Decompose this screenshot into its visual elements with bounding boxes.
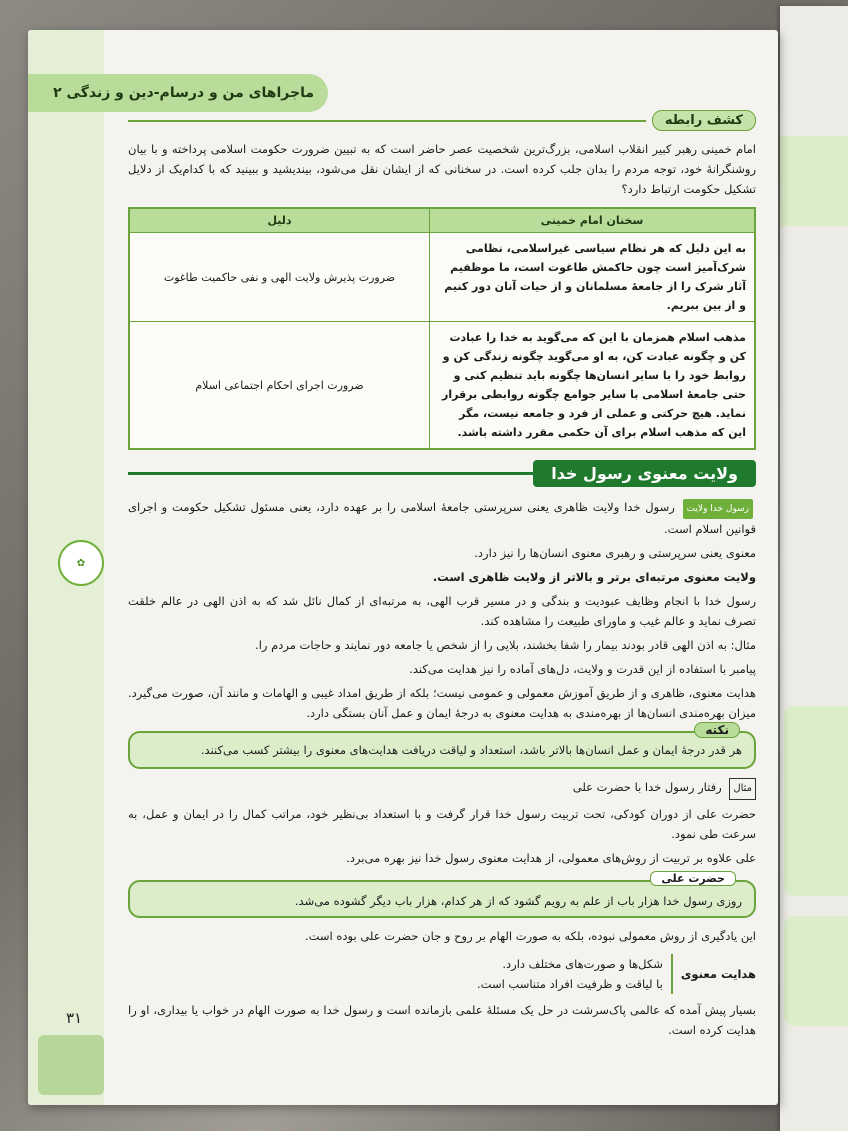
quote-text: روزی رسول خدا هزار باب از علم به رویم گشود که از هر کدام، هزار باب دیگر گشوده می‌شد. <box>294 894 742 908</box>
list-item: با لیاقت و ظرفیت افراد متناسب است. <box>477 977 663 991</box>
paragraph: پیامبر با استفاده از این قدرت و ولایت، دل‌های آماده را نیز هدایت می‌کند. <box>409 662 756 676</box>
table-row <box>129 233 755 322</box>
closing-paragraph: بسیار پیش آمده که عالمی پاک‌سرشت در حل یک مسئلهٔ علمی بازمانده است و رسول خدا به صورت الهام در خواب یا بیداری، او را هدایت کرده است. <box>128 1003 756 1037</box>
adjacent-page-box <box>780 136 848 226</box>
table-row <box>129 322 755 450</box>
paragraph <box>128 497 756 539</box>
saying-cell: به این دلیل که هر نظام سیاسی غیراسلامی، نظامی شرک‌آمیز است چون حاکمش طاغوت است، ما موظفیم آثار شرک را از جامعهٔ مسلمانان و از حیات آنان دور کنیم و از بین ببریم. <box>429 233 755 322</box>
note-box <box>128 723 756 769</box>
paragraph: ولایت معنوی مرتبه‌ای برتر و بالاتر از ولایت ظاهری است. <box>432 570 756 584</box>
reason-cell: ضرورت پذیرش ولایت الهی و نفی حاکمیت طاغوت <box>129 233 429 322</box>
quote-box <box>128 872 756 918</box>
guidance-diagram <box>128 954 756 994</box>
example-title: رفتار رسول خدا با حضرت علی <box>572 780 722 794</box>
paragraph: هدایت معنوی، ظاهری و از طریق آموزش معمولی و عمومی نیست؛ بلکه از طریق امداد غیبی و الهامات و مانند آن، صورت می‌گیرد. میزان بهره‌مندی انسان‌ها از بهره‌مندی به هدایت معنوی به درجهٔ ایمان و عمل آنان بستگی دارد. <box>128 686 756 720</box>
paragraph: این یادگیری از روش معمولی نبوده، بلکه به صورت الهام بر روح و جان حضرت علی بوده است. <box>304 929 756 943</box>
section-banner <box>128 460 756 487</box>
section-divider <box>128 120 646 122</box>
arrow-tag: رسول خدا ولایت <box>683 499 753 519</box>
column-header-reason: دلیل <box>129 208 429 233</box>
reason-cell: ضرورت اجرای احکام اجتماعی اسلام <box>129 322 429 450</box>
saying-cell: مذهب اسلام همزمان با این که می‌گوید به خدا را عبادت کن و چگونه عبادت کن، به او می‌گوید چگونه زندگی کن و روابط خود را با سایر انسان‌ها چگونه باید تنظیم کنی و حتی جامعهٔ اسلامی با سایر جوامع چگونه روابطی برقرار نماید. هیچ حرکتی و عملی از فرد و جامعه نیست، مگر این که مذهب اسلام برای آن حکمی مقرر داشته باشد. <box>429 322 755 450</box>
paragraph: معنوی یعنی سرپرستی و رهبری معنوی انسان‌ها را نیز دارد. <box>474 546 756 560</box>
column-header-saying: سخنان امام خمینی <box>429 208 755 233</box>
quote-label: حضرت علی <box>650 871 736 886</box>
example-heading <box>128 777 756 800</box>
paragraph: مثال: به اذن الهی قادر بودند بیمار را شفا بخشند، بلایی را از شخص یا جامعه دور نمایند و حاجات مردم را. <box>255 638 756 652</box>
banner-line <box>128 472 533 475</box>
paragraph: حضرت علی از دوران کودکی، تحت تربیت رسول خدا قرار گرفت و با استعداد بی‌نظیر خود، مراتب کمال را در ایمان و عمل، به سرعت طی نمود. <box>128 807 756 841</box>
page-number: ۳۱ <box>66 1009 83 1027</box>
banner-title: ولایت معنوی رسول خدا <box>533 460 756 487</box>
note-label: نکته <box>694 722 740 738</box>
paragraph-text: رسول خدا ولایت ظاهری یعنی سرپرستی جامعهٔ اسلامی را بر عهده دارد، یعنی مسئول تشکیل حکومت و اجرای قوانین اسلام است. <box>128 500 756 536</box>
list-item: شکل‌ها و صورت‌های مختلف دارد. <box>502 957 663 971</box>
comparison-table <box>128 207 756 450</box>
paragraph: علی علاوه بر تربیت از روش‌های معمولی، از هدایت معنوی رسول خدا نیز بهره می‌برد. <box>346 851 756 865</box>
note-text: هر قدر درجهٔ ایمان و عمل انسان‌ها بالاتر باشد، استعداد و لیاقت دریافت هدایت‌های معنوی را بیشتر کسب می‌کنند. <box>200 743 742 757</box>
book-title: ماجراهای من و درسام-دین و زندگی ۲ <box>53 85 314 101</box>
example-tag: مثال <box>729 778 756 800</box>
section-label: کشف رابطه <box>652 110 756 131</box>
page-content <box>128 110 756 1044</box>
book-logo-icon: ✿ <box>58 540 104 586</box>
margin-corner-block <box>38 1035 104 1095</box>
adjacent-page-box <box>784 916 848 1026</box>
adjacent-page-box <box>784 706 848 896</box>
intro-paragraph: امام خمینی رهبر کبیر انقلاب اسلامی، بزرگ‌ترین شخصیت عصر حاضر است که به تبیین ضرورت حکومت اسلامی پرداخته و با بیان روشنگرانهٔ خود، توجه مردم را بدان جلب کرده است. در سخنانی که از ایشان نقل می‌شود، بیندیشید و ببینید که با کدام‌یک از دلایل تشکیل حکومت ارتباط دارد؟ <box>128 142 756 196</box>
book-page <box>28 30 778 1105</box>
section-heading <box>128 110 756 131</box>
guidance-list <box>477 954 673 994</box>
paragraph: رسول خدا با انجام وظایف عبودیت و بندگی و در مسیر قرب الهی، به مرتبه‌ای از کمال نائل شد که به اذن الهی در عالم خلقت تصرف نماید و عالم غیب و ماورای طبیعت را مشاهده کند. <box>128 594 756 628</box>
guidance-title: هدایت معنوی <box>680 967 756 981</box>
adjacent-page <box>780 6 848 1131</box>
running-header <box>28 74 328 112</box>
